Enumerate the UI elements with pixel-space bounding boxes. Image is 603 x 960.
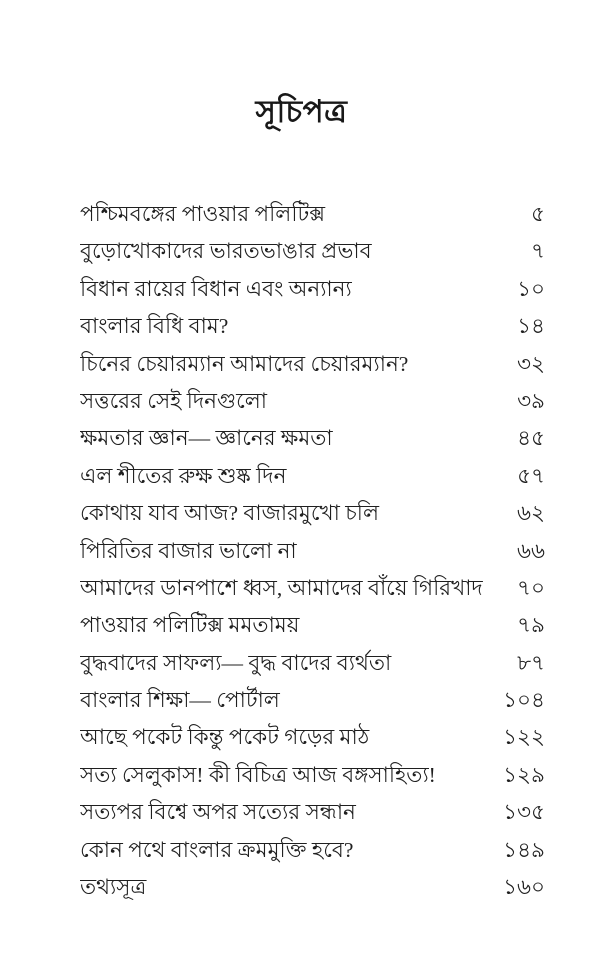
toc-entry-label: ক্ষমতার জ্ঞান— জ্ঞানের ক্ষমতা	[80, 426, 333, 451]
toc-entry-page-number: ৭০	[517, 575, 545, 600]
toc-entry-page-number: ৬৬	[517, 538, 545, 563]
toc-entry-page-number: ১৩৫	[503, 800, 545, 825]
toc-entry-label: পিরিতির বাজার ভালো না	[80, 538, 297, 563]
toc-entry	[80, 233, 545, 270]
toc-entry-page-number: ৭৯	[517, 613, 545, 638]
toc-entry-page-number: ৪৫	[517, 426, 545, 451]
toc-entry	[80, 682, 545, 719]
toc-entry	[80, 196, 545, 233]
toc-entry	[80, 645, 545, 682]
toc-entry-label: কোথায় যাব আজ? বাজারমুখো চলি	[80, 501, 379, 526]
toc-entry	[80, 757, 545, 794]
toc-entry-label: আছে পকেট কিন্তু পকেট গড়ের মাঠ	[80, 725, 370, 750]
toc-entry-label: বাংলার শিক্ষা— পোর্টাল	[80, 688, 280, 713]
toc-entry-page-number: ১৪৯	[503, 837, 545, 862]
toc-entry-label: সত্য সেলুকাস! কী বিচিত্র আজ বঙ্গসাহিত্য!	[80, 762, 436, 787]
toc-entry-label: চিনের চেয়ারম্যান আমাদের চেয়ারম্যান?	[80, 351, 409, 376]
toc-entry-label: বিধান রায়ের বিধান এবং অন্যান্য	[80, 276, 352, 301]
toc-entry-page-number: ১০৪	[503, 688, 545, 713]
toc-entry-label: তথ্যসূত্র	[80, 875, 147, 900]
toc-entry-page-number: ৩২	[517, 351, 545, 376]
toc-entry-page-number: ৮৭	[517, 650, 545, 675]
toc-entry-page-number: ৫৭	[517, 463, 545, 488]
page-title: সূচিপত্র	[255, 94, 348, 129]
toc-entry-label: সত্তরের সেই দিনগুলো	[80, 388, 267, 413]
toc-entry-page-number: ১০	[517, 276, 545, 301]
toc-entry	[80, 420, 545, 457]
toc-entry	[80, 832, 545, 869]
toc-entry	[80, 719, 545, 756]
toc-entry-page-number: ১২২	[503, 725, 545, 750]
toc-entry	[80, 570, 545, 607]
toc-list	[80, 196, 545, 906]
toc-entry-page-number: ১২৯	[503, 762, 545, 787]
toc-entry-label: বাংলার বিধি বাম?	[80, 314, 229, 339]
toc-entry-label: বুড়োখোকাদের ভারতভাঙার প্রভাব	[80, 239, 372, 264]
toc-entry-label: পশ্চিমবঙ্গের পাওয়ার পলিটিক্স	[80, 202, 325, 226]
toc-entry-label: সত্যপর বিশ্বে অপর সত্যের সন্ধান	[80, 800, 356, 825]
toc-entry	[80, 869, 545, 906]
toc-entry	[80, 346, 545, 383]
toc-entry-page-number: ৬২	[517, 501, 545, 526]
toc-entry	[80, 495, 545, 532]
toc-entry-page-number: ৫	[531, 202, 545, 226]
toc-entry-label: পাওয়ার পলিটিক্স মমতাময়	[80, 613, 300, 638]
toc-entry-label: কোন পথে বাংলার ক্রমমুক্তি হবে?	[80, 837, 354, 862]
toc-entry	[80, 458, 545, 495]
toc-entry	[80, 308, 545, 345]
toc-entry	[80, 794, 545, 831]
toc-entry-label: এল শীতের রুক্ষ শুষ্ক দিন	[80, 463, 287, 488]
toc-entry	[80, 533, 545, 570]
toc-entry-page-number: ১৬০	[503, 875, 545, 900]
toc-entry	[80, 271, 545, 308]
toc-entry-label: আমাদের ডানপাশে ধ্বস, আমাদের বাঁয়ে গিরিখাদ	[80, 575, 483, 600]
toc-entry-page-number: ৩৯	[517, 388, 545, 413]
toc-entry	[80, 383, 545, 420]
toc-entry-label: বুদ্ধবাদের সাফল্য— বুদ্ধ বাদের ব্যর্থতা	[80, 650, 392, 675]
toc-entry	[80, 607, 545, 644]
toc-entry-page-number: ৭	[531, 239, 545, 264]
toc-entry-page-number: ১৪	[517, 314, 545, 339]
